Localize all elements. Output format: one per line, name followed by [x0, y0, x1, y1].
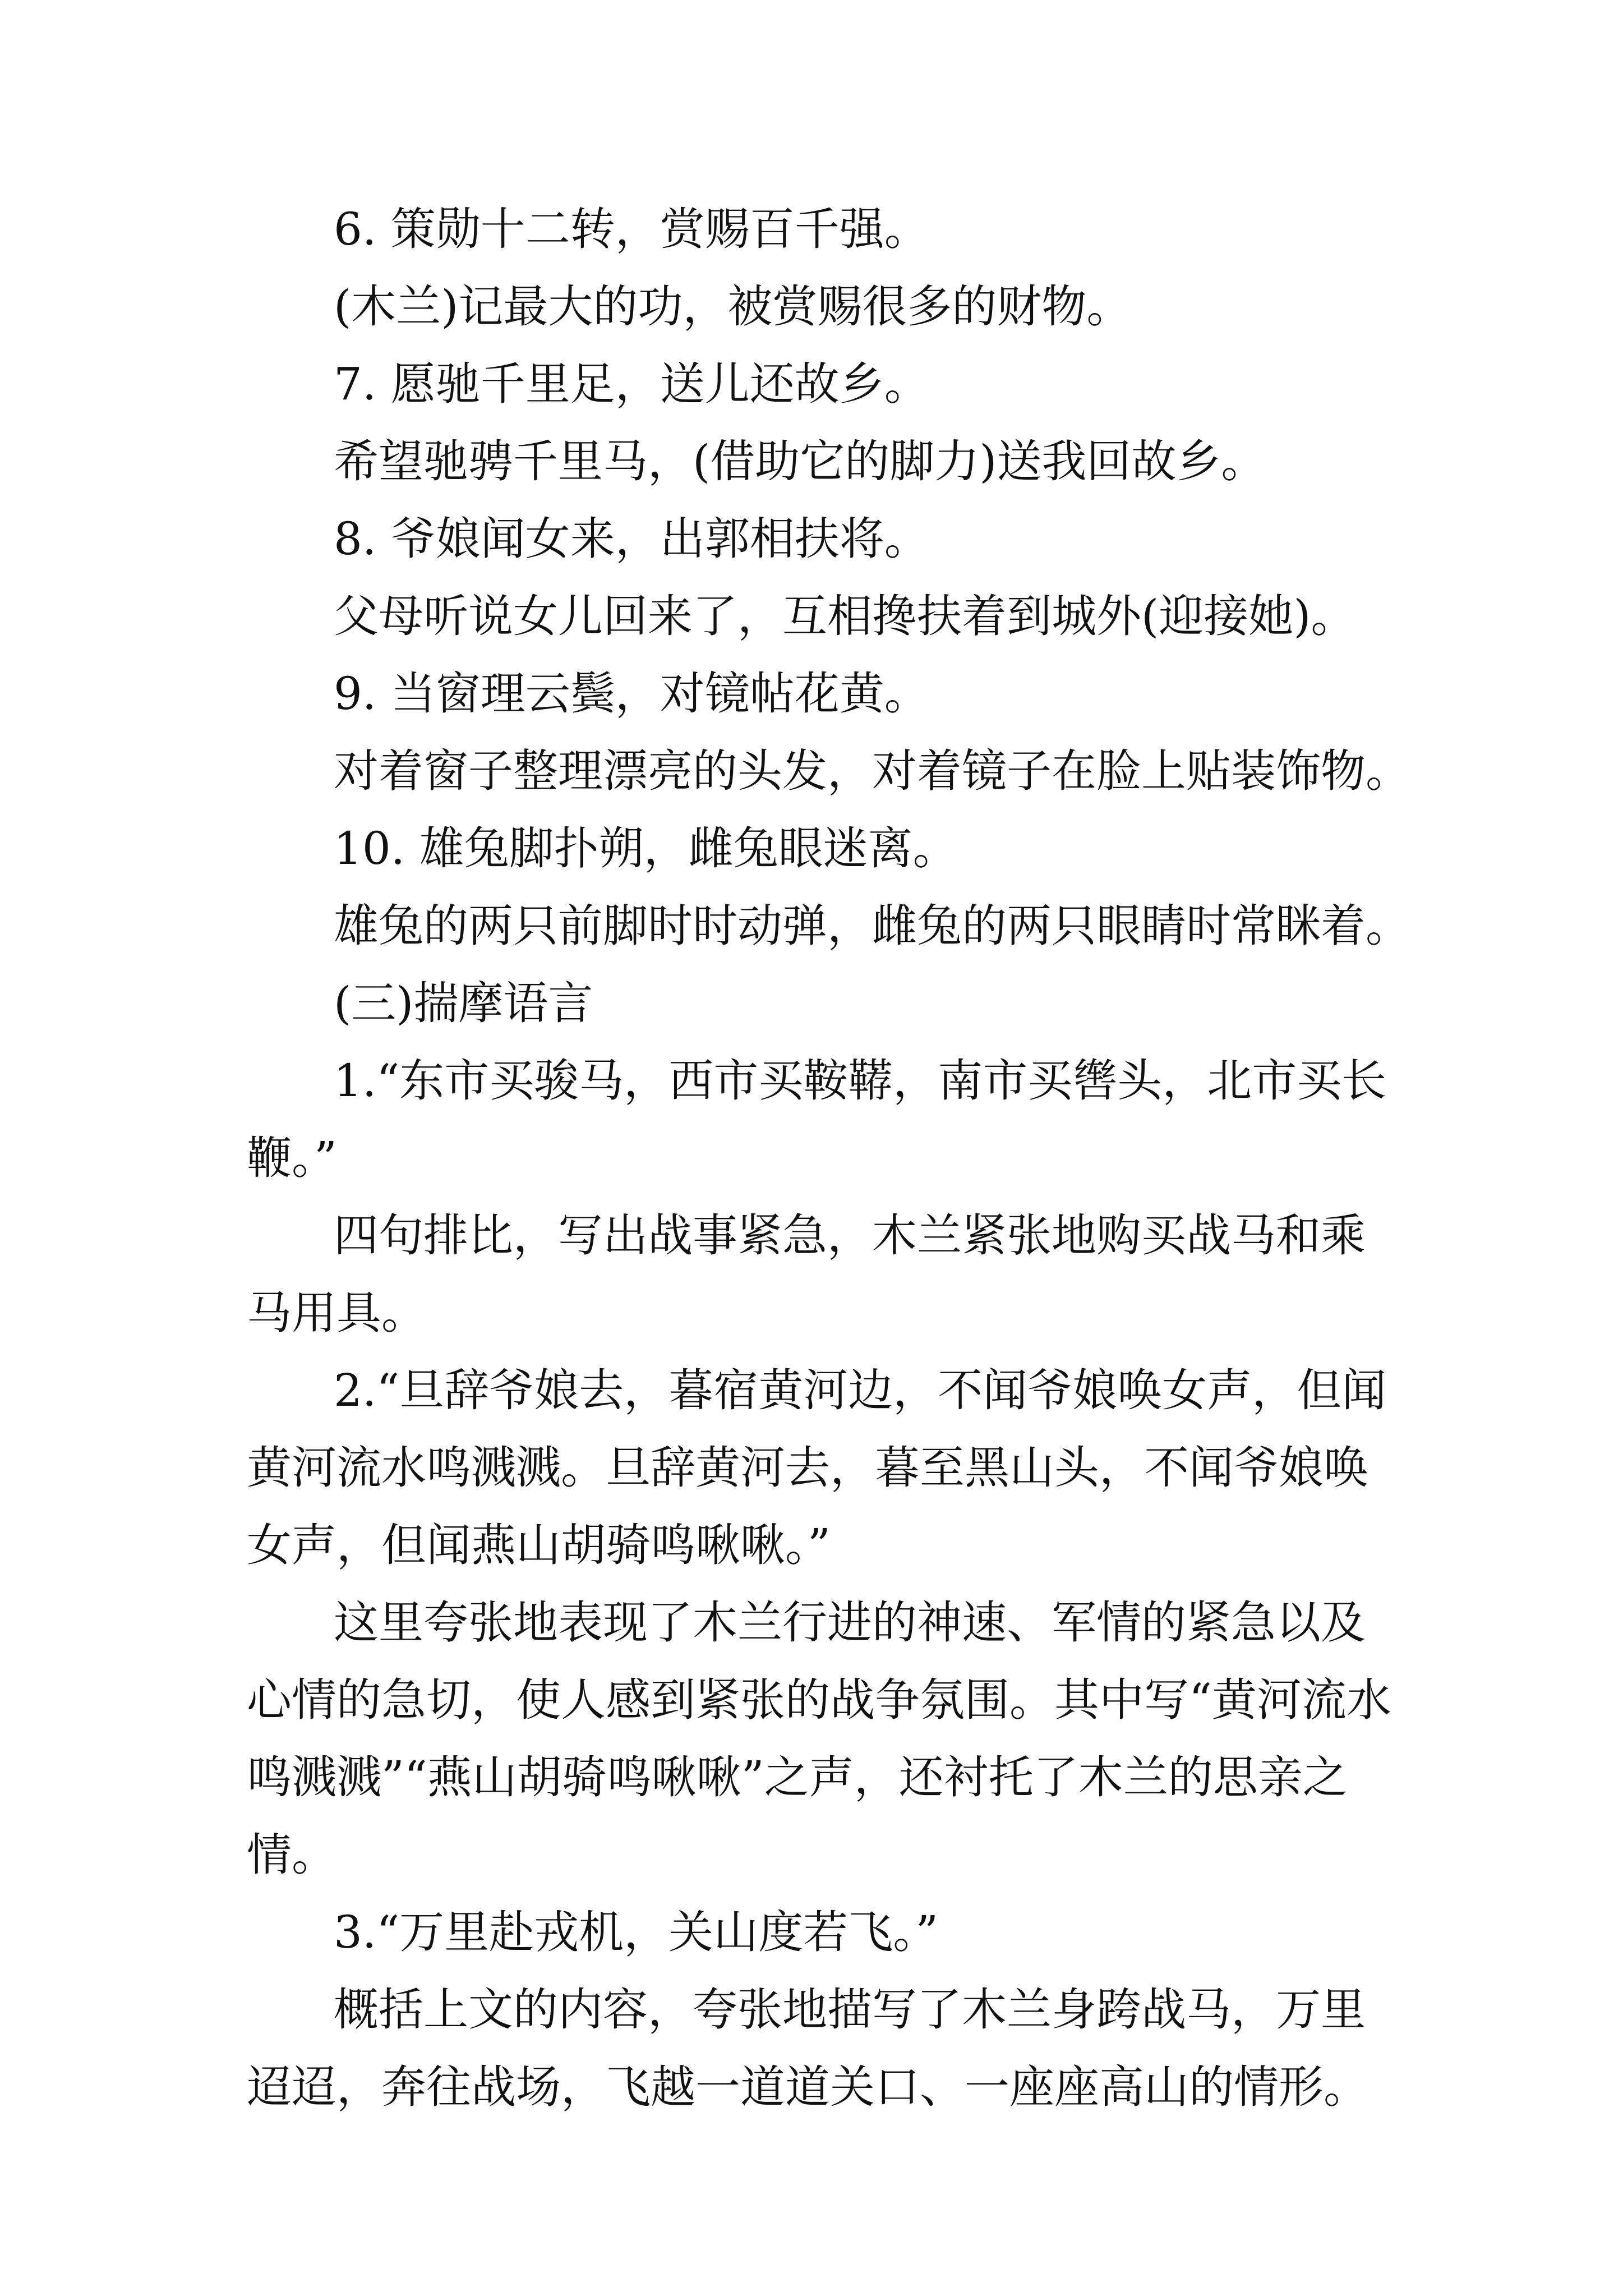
verse-line-8: 8. 爷娘闻女来，出郭相扶将。 [334, 513, 929, 565]
section-heading: (三)揣摩语言 [334, 977, 593, 1029]
translation-line-8: 父母听说女儿回来了，互相搀扶着到城外(迎接她)。 [334, 590, 1356, 642]
translation-line-9: 对着窗子整理漂亮的头发，对着镜子在脸上贴装饰物。 [334, 745, 1410, 797]
quote-paragraph-1: 1.“东市买骏马，西市买鞍鞯，南市买辔头，北市买长鞭。” [247, 1055, 1387, 1184]
verse-line-7: 7. 愿驰千里足，送儿还故乡。 [334, 358, 929, 410]
translation-line-6: (木兰)记最大的功，被赏赐很多的财物。 [334, 280, 1132, 333]
translation-line-7: 希望驰骋千里马，(借助它的脚力)送我回故乡。 [334, 435, 1266, 487]
verse-line-9: 9. 当窗理云鬓，对镜帖花黄。 [334, 668, 929, 720]
verse-line-10: 10. 雄兔脚扑朔，雌兔眼迷离。 [334, 822, 958, 875]
analysis-paragraph-2: 这里夸张地表现了木兰行进的神速、军情的紧急以及心情的急切，使人感到紧张的战争氛围。其中写“黄河流水鸣溅溅”“燕山胡骑鸣啾啾”之声，还衬托了木兰的思亲之情。 [247, 1596, 1391, 1881]
verse-line-6: 6. 策勋十二转，赏赐百千强。 [334, 203, 929, 255]
document-body [247, 191, 1410, 2126]
translation-line-10: 雄兔的两只前脚时时动弹，雌兔的两只眼睛时常眯着。 [334, 900, 1410, 952]
analysis-paragraph-1: 四句排比，写出战事紧急，木兰紧张地购买战马和乘马用具。 [247, 1209, 1366, 1339]
quote-paragraph-3: 3.“万里赴戎机，关山度若飞。” [334, 1906, 939, 1958]
analysis-paragraph-3: 概括上文的内容，夸张地描写了木兰身跨战马，万里迢迢，奔往战场，飞越一道道关口、一座座高山的情形。 [247, 1984, 1368, 2113]
quote-paragraph-2: 2.“旦辞爷娘去，暮宿黄河边，不闻爷娘唤女声，但闻黄河流水鸣溅溅。旦辞黄河去，暮至黑山头，不闻爷娘唤女声，但闻燕山胡骑鸣啾啾。” [247, 1364, 1387, 1571]
